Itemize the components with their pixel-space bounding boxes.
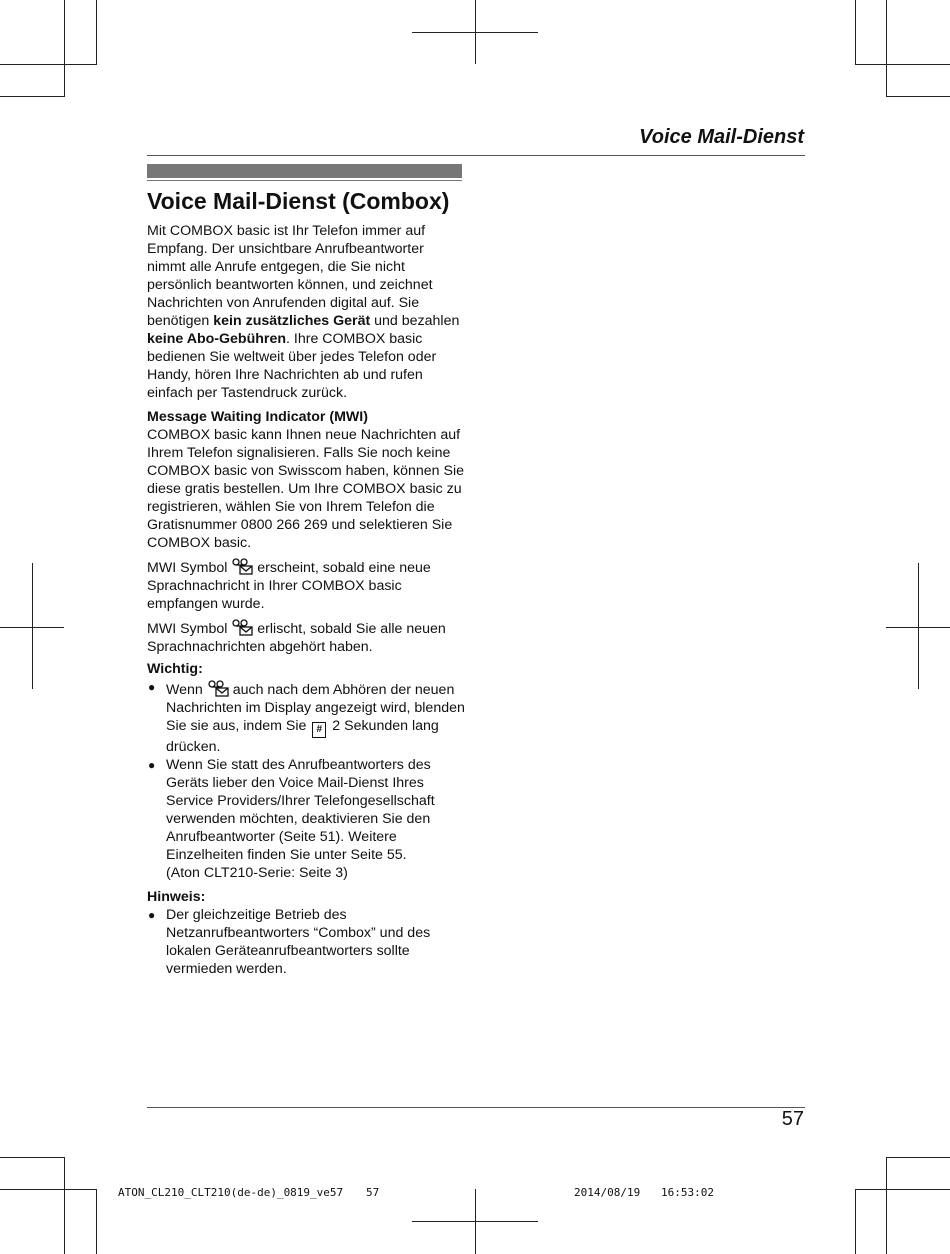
print-slug-page: 57 [366, 1186, 380, 1199]
voicemail-envelope-icon [207, 678, 229, 698]
hash-key-icon: # [312, 722, 326, 738]
list-item: ● Wenn Sie statt des Anrufbeantworters des Geräts lieber den Voice Mail-Dienst Ihres Service Providers/Ihrer Telefongesellschaft verwenden möchten, deaktivieren Sie den Anrufbeantworter (Seite 51). Weitere Einzelheiten finden Sie unter Seite 55. (Aton CLT210-Serie: Seite 3) [147, 756, 465, 882]
section-bar [147, 164, 462, 178]
important-list [147, 678, 465, 882]
section-bar-line [147, 180, 462, 181]
section-heading: Voice Mail-Dienst (Combox) [147, 188, 450, 214]
print-slug-file: ATON_CL210_CLT210(de-de)_0819_ve57 [118, 1186, 344, 1199]
page-number: 57 [781, 1108, 804, 1130]
text-run: . Ihre COMBOX basic bedienen Sie weltweit über jedes Telefon oder Handy, hören Ihre Nachrichten ab und rufen einfach per Tastendruck zurück. [147, 331, 437, 401]
bold-text: kein zusätzliches Gerät [213, 313, 371, 329]
list-item: ● Wenn auch nach dem Abhören der neuen Nachrichten im Display angezeigt wird, blenden Sie sie aus, indem Sie # 2 Sekunden lang drücken. [147, 678, 465, 756]
mwi-paragraph: COMBOX basic kann Ihnen neue Nachrichten auf Ihrem Telefon signalisieren. Falls Sie noch keine COMBOX basic von Swisscom haben, können Sie diese gratis bestellen. Um Ihre COMBOX basic zu registrieren, wählen Sie von Ihrem Telefon die Gratisnummer 0800 266 269 und selektieren Sie COMBOX basic. [147, 427, 465, 551]
bold-text: keine Abo-Gebühren [147, 331, 286, 347]
list-item: ● Der gleichzeitige Betrieb des Netzanrufbeantworters “Combox” und des lokalen Geräteanrufbeantworters sollte vermieden werden. [147, 906, 465, 978]
voicemail-envelope-icon [231, 617, 253, 637]
running-header: Voice Mail-Dienst [639, 126, 804, 148]
text-run: und bezahlen [370, 313, 460, 329]
mwi-heading: Message Waiting Indicator (MWI) [147, 409, 368, 425]
mwi-symbol-clears: MWI Symbol erlischt, sobald Sie alle neuen Sprachnachrichten abgehört haben. [147, 617, 465, 656]
intro-paragraph [147, 222, 465, 402]
voicemail-envelope-icon [231, 556, 253, 576]
mwi-symbol-appears: MWI Symbol erscheint, sobald eine neue Sprachnachricht in Ihrer COMBOX basic empfangen wurde. [147, 556, 465, 613]
note-list [147, 906, 465, 978]
important-heading: Wichtig: [147, 661, 203, 677]
text-run: Mit COMBOX basic ist Ihr Telefon immer auf Empfang. Der unsichtbare Anrufbeantworter nimmt alle Anrufe entgegen, die Sie nicht persönlich beantworten können, und zeichnet Nachrichten von Anrufenden digital auf. Sie benötigen [147, 223, 433, 329]
print-slug-date: 2014/08/19 [574, 1186, 641, 1199]
header-rule [147, 155, 805, 156]
note-heading: Hinweis: [147, 889, 206, 905]
content-column [147, 186, 465, 984]
print-slug-time: 16:53:02 [661, 1186, 714, 1199]
footer-rule [147, 1107, 805, 1108]
